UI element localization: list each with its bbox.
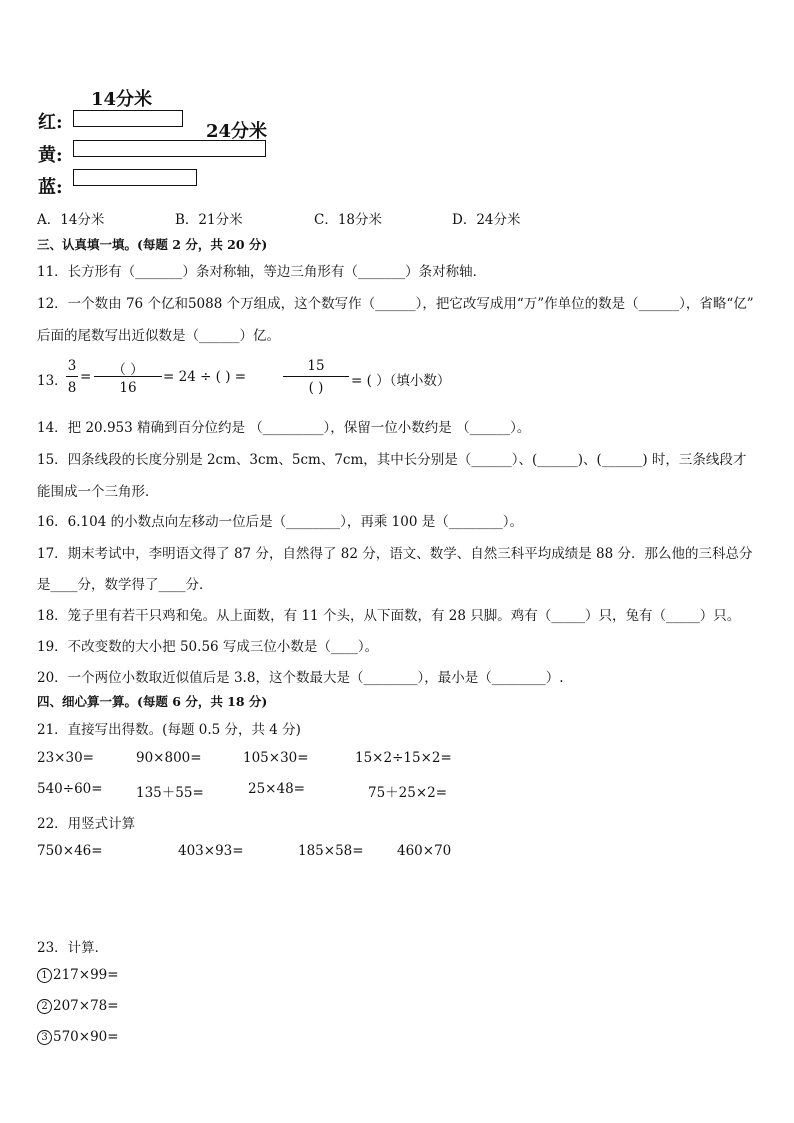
vertical-calc-item: 185×58= — [298, 843, 364, 859]
red-bar — [73, 110, 183, 127]
q23-item-1 — [37, 967, 119, 983]
fraction-1-bar — [66, 376, 78, 377]
fraction-3-numerator: 15 — [307, 358, 325, 374]
question-15-line1: 15．四条线段的长度分别是 2cm、3cm、5cm、7cm，其中长分别是（______）、(______)、(______) 时，三条线段才 — [37, 452, 747, 468]
q23-expression: 570×90= — [53, 1029, 119, 1045]
question-21-title: 21．直接写出得数。(每题 0.5 分，共 4 分) — [37, 722, 301, 738]
question-12-line2: 后面的尾数写出近似数是（______）亿。 — [37, 328, 280, 344]
question-12-line1: 12．一个数由 76 个亿和5088 个万组成，这个数写作（______），把它改写成用“万”作单位的数是（______），省略“亿” — [37, 296, 754, 312]
calc-item: 25×48= — [248, 781, 305, 797]
question-17-line1: 17．期末考试中，李明语文得了 87 分，自然得了 82 分，语文、数学、自然三科平均成绩是 88 分．那么他的三科总分 — [37, 546, 753, 562]
equals-sign: = — [80, 369, 92, 385]
option-b[interactable]: B．21分米 — [175, 212, 243, 228]
option-a[interactable]: A．14分米 — [37, 212, 105, 228]
q23-item-2 — [37, 998, 119, 1014]
fraction-2-bar — [94, 376, 162, 377]
fraction-3-bar — [283, 376, 349, 377]
q23-expression: 217×99= — [53, 967, 119, 983]
fraction-1-numerator: 3 — [67, 358, 77, 374]
length-label-24: 24分米 — [206, 121, 268, 142]
question-23-title: 23．计算． — [37, 940, 109, 956]
length-label-14: 14分米 — [91, 89, 153, 110]
calc-item: 23×30= — [37, 750, 94, 766]
vertical-calc-item: 403×93= — [178, 843, 244, 859]
question-14: 14．把 20.953 精确到百分位约是 （_________），保留一位小数约是 （______）。 — [37, 420, 531, 436]
option-d[interactable]: D．24分米 — [452, 212, 521, 228]
question-13-middle: = 24 ÷ ( ) = — [163, 369, 247, 385]
blue-bar — [73, 169, 197, 186]
section-3-heading: 三、认真填一填。(每题 2 分，共 20 分) — [37, 237, 268, 252]
fraction-3-denominator: ( ) — [308, 380, 324, 396]
vertical-calc-item: 750×46= — [37, 843, 103, 859]
option-c[interactable]: C．18分米 — [314, 212, 383, 228]
question-15-line2: 能围成一个三角形． — [37, 484, 159, 500]
question-13-tail: = ( ）（填小数） — [351, 373, 451, 389]
calc-item: 75＋25×2= — [368, 785, 448, 801]
section-4-heading: 四、细心算一算。(每题 6 分，共 18 分) — [37, 694, 268, 709]
circled-number: 1 — [37, 968, 52, 983]
row-label-red: 红: — [38, 112, 63, 133]
question-17-line2: 是____分，数学得了____分． — [37, 577, 213, 593]
question-11: 11．长方形有（_______）条对称轴，等边三角形有（_______）条对称轴． — [37, 264, 487, 280]
question-19: 19．不改变数的大小把 50.56 写成三位小数是（____）。 — [37, 639, 379, 655]
row-label-blue: 蓝: — [38, 177, 63, 198]
vertical-calc-item: 460×70 — [397, 843, 452, 859]
question-18: 18．笼子里有若干只鸡和兔。从上面数，有 11 个头，从下面数，有 28 只脚。鸡有（_____）只，兔有（_____）只。 — [37, 608, 741, 624]
q23-expression: 207×78= — [53, 998, 119, 1014]
question-20: 20．一个两位小数取近似值后是 3.8，这个数最大是（________），最小是（________）. — [37, 670, 564, 686]
q23-item-3 — [37, 1029, 119, 1045]
row-label-yellow: 黄: — [38, 145, 63, 166]
calc-item: 105×30= — [243, 750, 309, 766]
question-16: 16．6.104 的小数点向左移动一位后是（________），再乘 100 是（________）。 — [37, 514, 523, 530]
fraction-2-numerator: （ ） — [112, 362, 144, 378]
question-13-label: 13． — [37, 373, 68, 389]
yellow-bar — [73, 140, 266, 157]
fraction-2-denominator: 16 — [119, 380, 137, 396]
fraction-1-denominator: 8 — [67, 380, 77, 396]
circled-number: 2 — [37, 999, 52, 1014]
calc-item: 15×2÷15×2= — [355, 750, 452, 766]
calc-item: 135＋55= — [136, 785, 204, 801]
circled-number: 3 — [37, 1030, 52, 1045]
calc-item: 90×800= — [136, 750, 202, 766]
calc-item: 540÷60= — [37, 781, 103, 797]
question-22-title: 22．用竖式计算 — [37, 816, 136, 832]
